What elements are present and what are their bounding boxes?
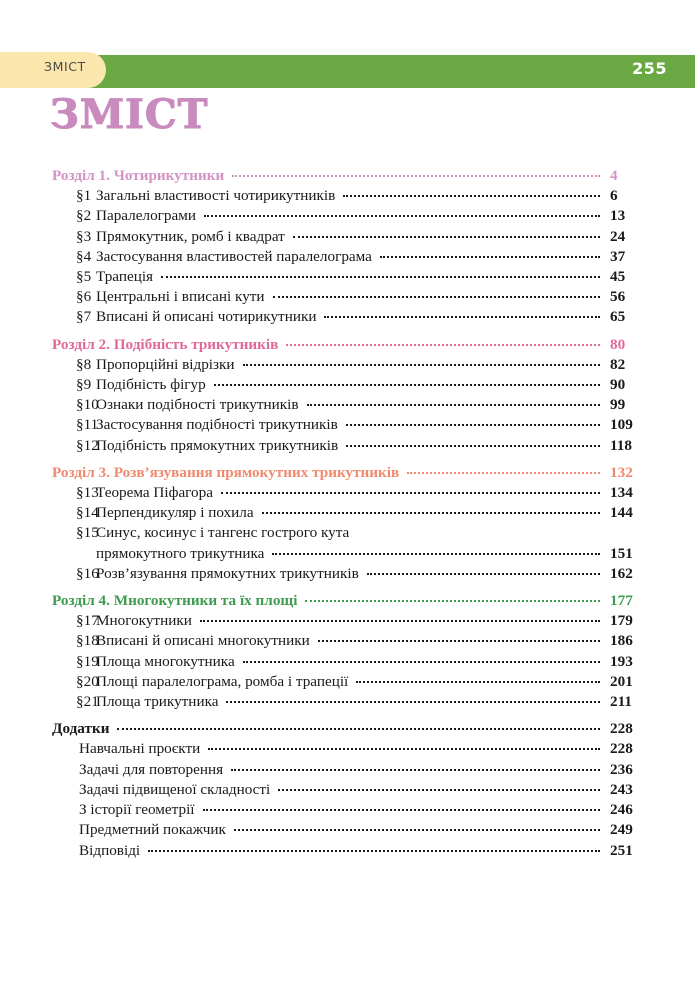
subsection-row[interactable] [0,206,695,226]
page-number: 45 [610,268,626,286]
subsection-row[interactable] [0,307,695,327]
dot-leader [148,841,600,855]
subsection-title: Розв’язування прямокутних трикутників [96,564,359,582]
section-heading-row[interactable] [0,166,695,186]
page-number: 56 [610,288,626,306]
subsection-row[interactable] [0,652,695,672]
appendix-title: Додатки [52,720,110,738]
section-marker: §13 [76,484,99,502]
page-number: 82 [610,355,626,373]
dot-leader [357,523,600,537]
section-marker: §3 [76,227,92,245]
dot-leader [293,227,600,241]
subsection-row-continuation[interactable] [0,544,695,564]
section-marker: §20 [76,672,99,690]
subsection-title: Теорема Піфагора [96,484,213,502]
subsection-row[interactable] [0,247,695,267]
subsection-row[interactable] [0,355,695,375]
section-page-number: 228 [610,720,633,738]
section-marker: §15 [76,524,99,542]
page-number: 90 [610,376,626,394]
subsection-title: Ознаки подібності трикутників [96,396,299,414]
appendix-heading-row[interactable] [0,719,695,739]
dot-leader [305,591,600,605]
section-marker: §11 [76,416,99,434]
subsection-title: Подібність прямокутних трикутників [96,436,339,454]
subsection-title: Застосування властивостей паралелограма [96,247,372,265]
page-number: 201 [610,672,633,690]
page-number: 37 [610,247,626,265]
page-number: 134 [610,484,633,502]
subsection-title: Трапеція [96,268,154,286]
section-page-number: 4 [610,167,618,184]
section-marker: §1 [76,187,92,205]
page-title: ЗМІСТ [50,91,209,138]
section-page-number: 177 [610,592,633,610]
subsection-title: Вписані й описані чотирикутники [96,308,317,326]
appendix-item-title: Відповіді [79,841,141,859]
appendix-item-title: Навчальні проєкти [79,740,201,758]
subsection-title: Многокутники [96,612,192,630]
section-marker: §10 [76,396,99,414]
page-number: 99 [610,396,626,414]
appendix-item-title: З історії геометрії [79,801,195,819]
section-page-number: 80 [610,335,626,353]
dot-leader [407,463,600,477]
section-marker: §14 [76,504,99,522]
subsection-row[interactable] [0,287,695,307]
dot-leader [286,335,600,349]
subsection-row[interactable] [0,692,695,712]
section-marker: §19 [76,652,99,670]
section-marker: §12 [76,436,99,454]
subsection-title: Синус, косинус і тангенс гострого кута [96,524,350,542]
section-page-number: 132 [610,463,633,481]
section-marker: §2 [76,207,92,225]
page-number: 179 [610,612,633,630]
page-number: 246 [610,801,633,819]
appendix-item-row[interactable] [0,800,695,820]
page-number: 24 [610,227,626,245]
dot-leader [346,415,600,429]
page-number: 65 [610,308,626,326]
header-page-number: 255 [632,59,667,78]
subsection-title: Перпендикуляр і похила [96,504,254,522]
subsection-title: Площі паралелограма, ромба і трапеції [96,672,349,690]
page-number: 151 [610,544,633,562]
page-number: 211 [610,693,632,711]
dot-leader [343,186,600,200]
page-number: 193 [610,652,633,670]
section-marker: §16 [76,564,99,582]
dot-leader [272,544,600,558]
page-number: 249 [610,821,633,839]
appendix-item-row[interactable] [0,739,695,759]
subsection-title: Подібність фігур [96,376,206,394]
section-title: Розділ 1. Чотирикутники [52,167,225,184]
dot-leader [318,631,600,645]
table-of-contents [0,166,695,861]
dot-leader [200,611,600,625]
subsection-title: Вписані й описані многокутники [96,632,310,650]
subsection-row[interactable] [0,375,695,395]
section-heading-row[interactable] [0,463,695,483]
subsection-row[interactable] [0,564,695,584]
page-number: 144 [610,504,633,522]
dot-leader [161,267,600,281]
dot-leader [346,436,600,450]
subsection-title: Паралелограми [96,207,196,225]
section-marker: §5 [76,268,92,286]
appendix-item-row[interactable] [0,820,695,840]
dot-leader [204,206,600,220]
section-heading-row[interactable] [0,591,695,611]
dot-leader [380,247,600,261]
subsection-row[interactable] [0,267,695,287]
section-marker: §6 [76,288,92,306]
subsection-title: Загальні властивості чотирикутників [96,187,336,205]
dot-leader [243,652,600,666]
page-number: 243 [610,780,633,798]
dot-leader [262,503,600,517]
subsection-title: Центральні і вписані кути [96,288,265,306]
dot-leader [232,166,600,180]
subsection-row[interactable] [0,227,695,247]
subsection-title: Прямокутник, ромб і квадрат [96,227,285,245]
appendix-item-row[interactable] [0,841,695,861]
subsection-row[interactable] [0,523,695,543]
page-number: 6 [610,187,618,205]
appendix-item-row[interactable] [0,780,695,800]
dot-leader [278,780,600,794]
page-number: 251 [610,841,633,859]
subsection-row[interactable] [0,186,695,206]
subsection-row[interactable] [0,436,695,456]
section-title: Розділ 2. Подібність трикутників [52,335,279,353]
subsection-title: Пропорційні відрізки [96,355,235,373]
dot-leader [231,760,600,774]
dot-leader [221,483,600,497]
subsection-row[interactable] [0,395,695,415]
section-heading-row[interactable] [0,335,695,355]
dot-leader [307,395,600,409]
running-header [0,0,695,92]
page-number: 236 [610,760,633,778]
subsection-row[interactable] [0,483,695,503]
dot-leader [226,692,600,706]
dot-leader [208,739,600,753]
subsection-row[interactable] [0,611,695,631]
dot-leader [203,800,600,814]
section-marker: §8 [76,355,92,373]
header-tab-label: ЗМІСТ [44,59,86,74]
appendix-item-title: Задачі для повторення [79,760,224,778]
page-number: 162 [610,564,633,582]
page-number: 228 [610,740,633,758]
appendix-item-title: Задачі підвищеної складності [79,780,271,798]
subsection-title: Застосування подібності трикутників [96,416,338,434]
dot-leader [367,564,600,578]
appendix-item-row[interactable] [0,760,695,780]
section-marker: §21 [76,693,99,711]
section-title: Розділ 3. Розв’язування прямокутних трикутників [52,463,400,481]
subsection-row[interactable] [0,631,695,651]
dot-leader [356,672,600,686]
subsection-title: Площа многокутника [96,652,235,670]
appendix-item-title: Предметний покажчик [79,821,226,839]
dot-leader [243,355,600,369]
subsection-row[interactable] [0,503,695,523]
section-marker: §4 [76,247,92,265]
section-marker: §17 [76,612,99,630]
subsection-title: Площа трикутника [96,693,219,711]
page-number: 118 [610,436,632,454]
page-number: 13 [610,207,626,225]
page-number: 109 [610,416,633,434]
subsection-row[interactable] [0,415,695,435]
section-title: Розділ 4. Многокутники та їх площі [52,592,298,610]
dot-leader [117,719,600,733]
section-marker: §7 [76,308,92,326]
page-number: 186 [610,632,633,650]
section-marker: §18 [76,632,99,650]
subsection-row[interactable] [0,672,695,692]
dot-leader [324,307,600,321]
dot-leader [214,375,600,389]
dot-leader [273,287,600,301]
dot-leader [234,820,600,834]
subsection-title-line2: прямокутного трикутника [96,544,265,562]
section-marker: §9 [76,376,92,394]
